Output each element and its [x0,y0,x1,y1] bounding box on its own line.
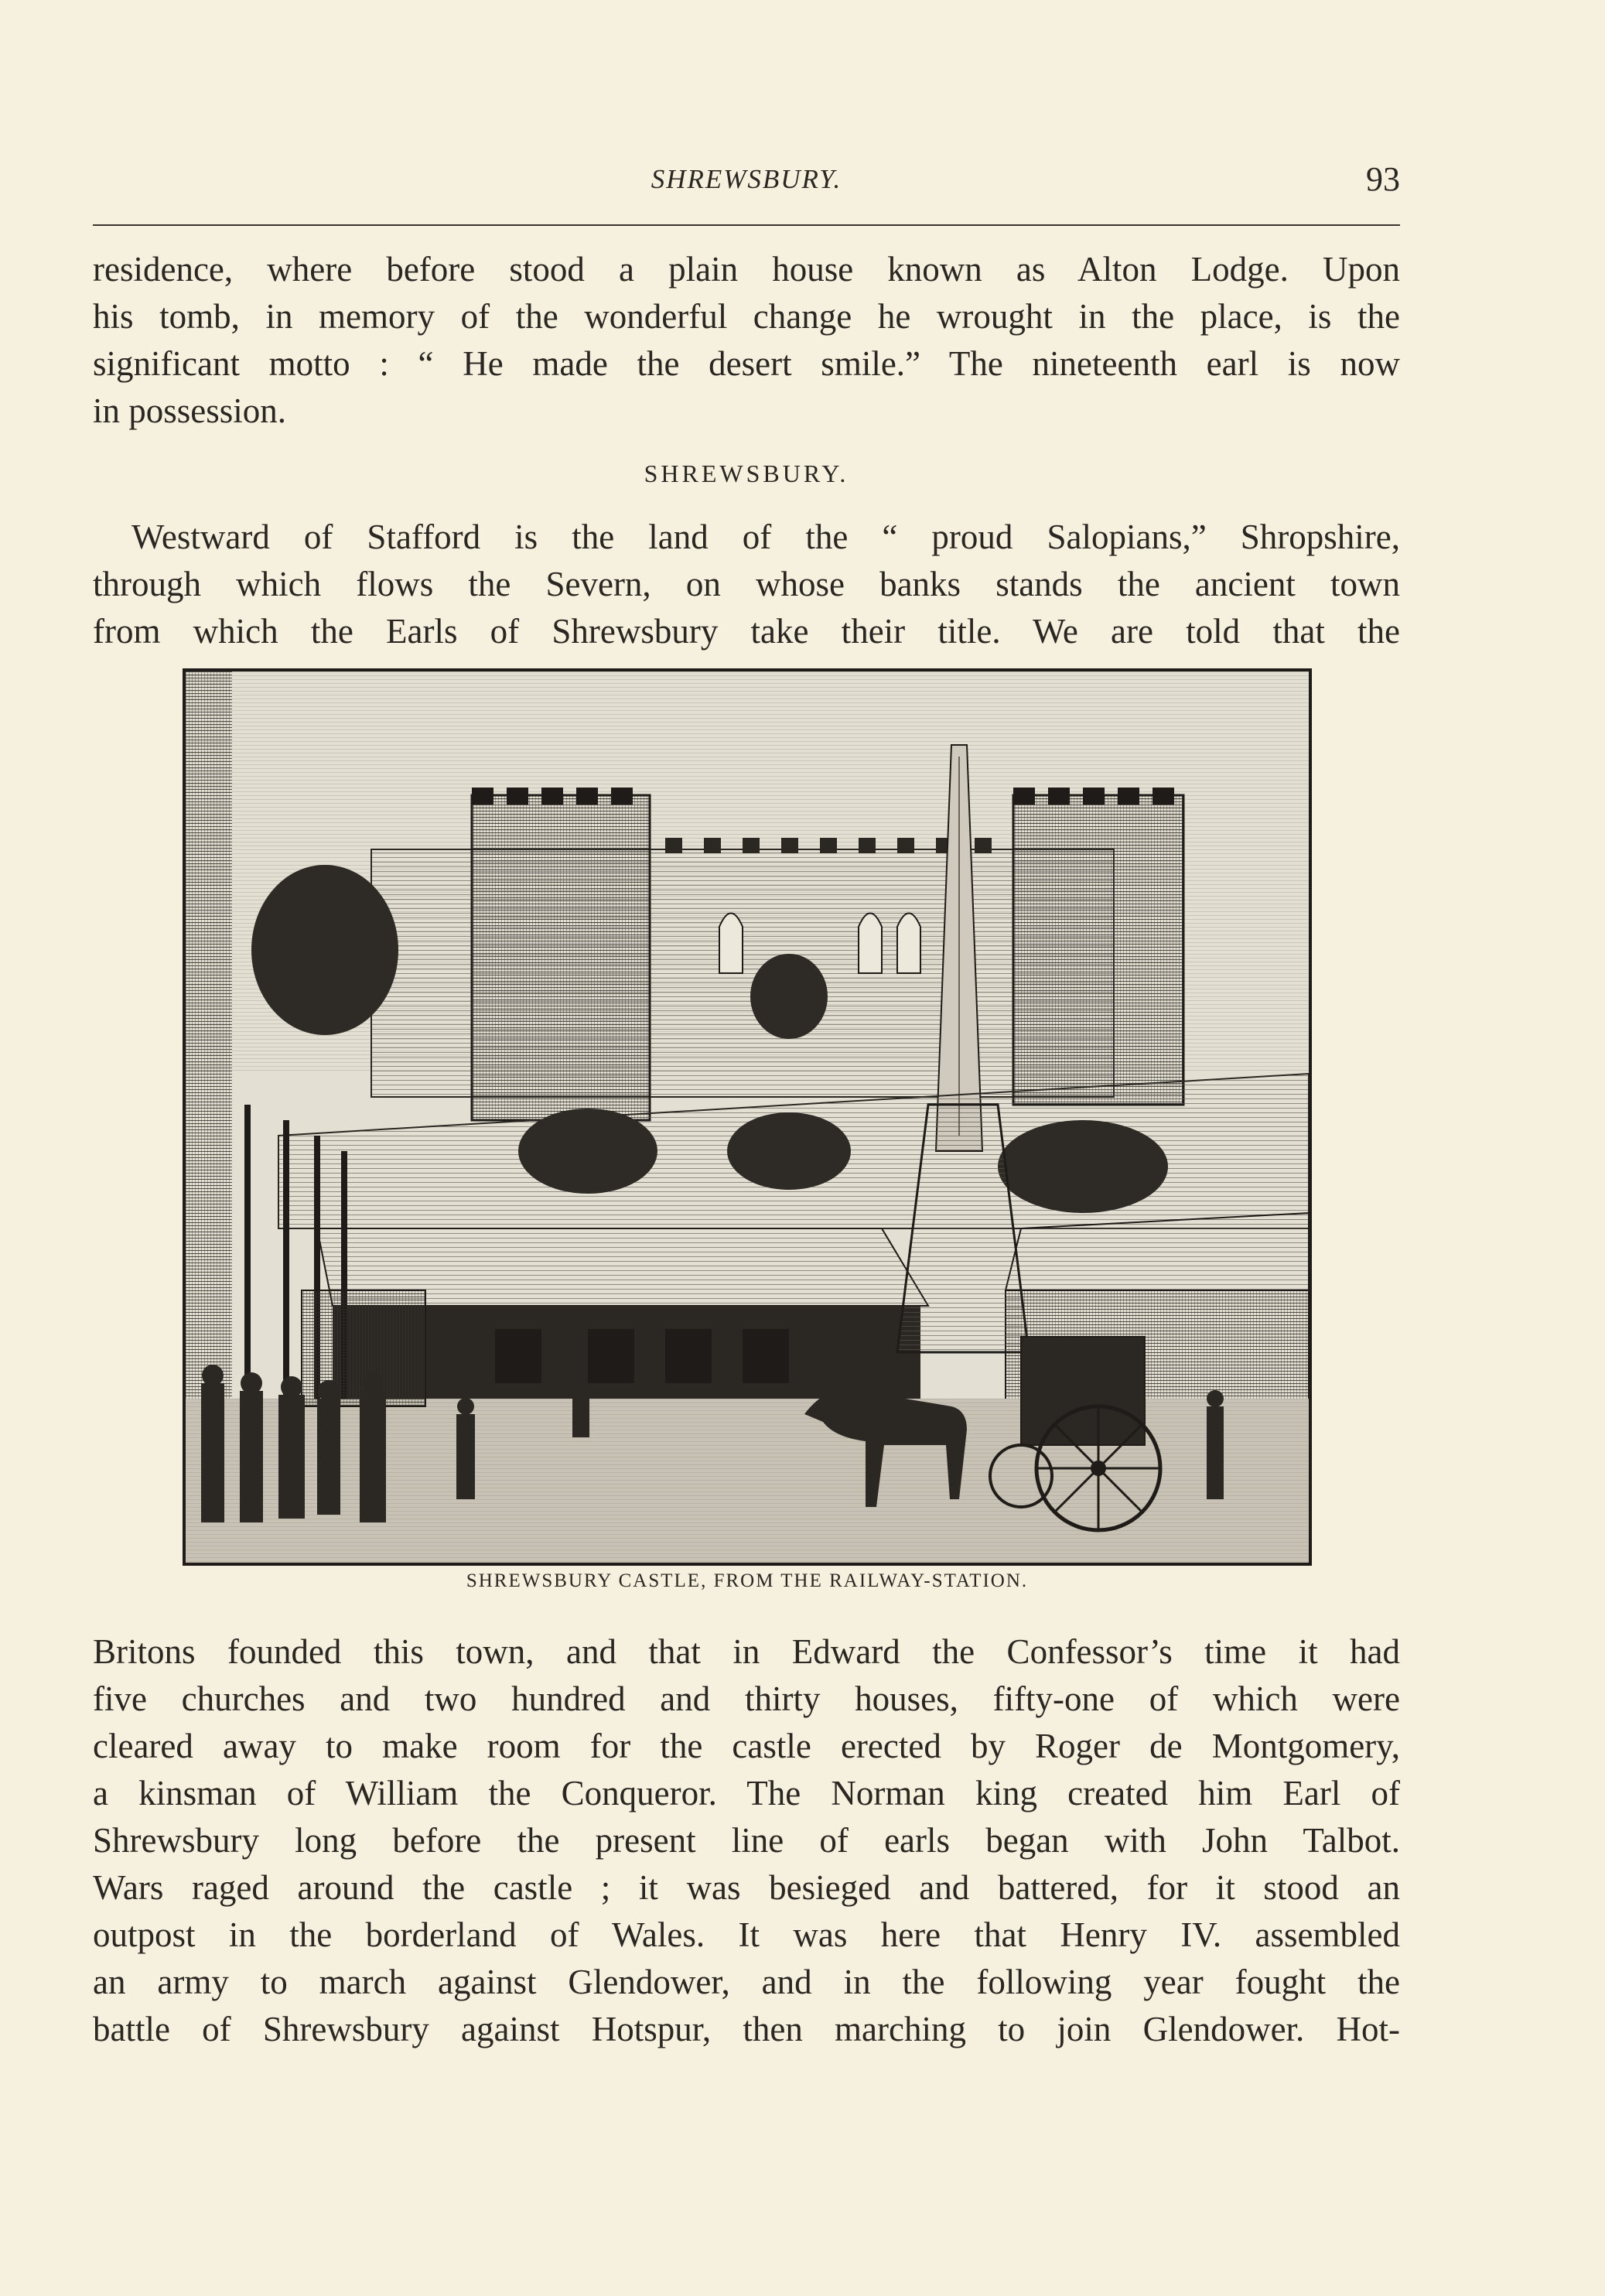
text-line: residence, where before stood a plain house known as Alton Lodge. Upon [93,250,1400,289]
page-number: 93 [1366,160,1400,198]
text-line: five churches and two hundred and thirty houses, fifty-one of which were [93,1679,1400,1718]
text-line: in possession. [93,391,287,430]
figure-caption: SHREWSBURY CASTLE, FROM THE RAILWAY-STATION. [466,1570,1029,1591]
header-rule [93,224,1400,226]
text-line: significant motto : “ He made the desert smile.” The nineteenth earl is now [93,344,1400,383]
text-line: cleared away to make room for the castle erected by Roger de Montgomery, [93,1727,1400,1765]
paragraph-2 [93,514,1400,655]
text-line: his tomb, in memory of the wonderful change he wrought in the place, is the [93,297,1400,336]
text-line: a kinsman of William the Conqueror. The Norman king created him Earl of [93,1774,1400,1813]
paragraph-1 [93,246,1400,435]
paragraph-3 [93,1628,1400,2053]
text-line: Wars raged around the castle ; it was besieged and battered, for it stood an [93,1868,1400,1907]
section-heading: SHREWSBURY. [644,460,849,487]
text-line: from which the Earls of Shrewsbury take their title. We are told that the [93,612,1400,651]
running-title: SHREWSBURY. [651,164,842,194]
text-line: Westward of Stafford is the land of the “ proud Salopians,” Shropshire, [131,518,1400,556]
text-line: outpost in the borderland of Wales. It was here that Henry IV. assembled [93,1915,1400,1954]
running-head [93,160,1400,210]
text-line: Shrewsbury long before the present line of earls began with John Talbot. [93,1821,1400,1860]
text-line: an army to march against Glendower, and in the following year fought the [93,1963,1400,2001]
text-line: through which flows the Severn, on whose banks stands the ancient town [93,565,1400,603]
engraving-illustration [183,668,1312,1566]
text-line: battle of Shrewsbury against Hotspur, then marching to join Glendower. Hot- [93,2010,1400,2048]
castle-engraving [186,671,1309,1563]
text-line: Britons founded this town, and that in Edward the Confessor’s time it had [93,1632,1400,1671]
